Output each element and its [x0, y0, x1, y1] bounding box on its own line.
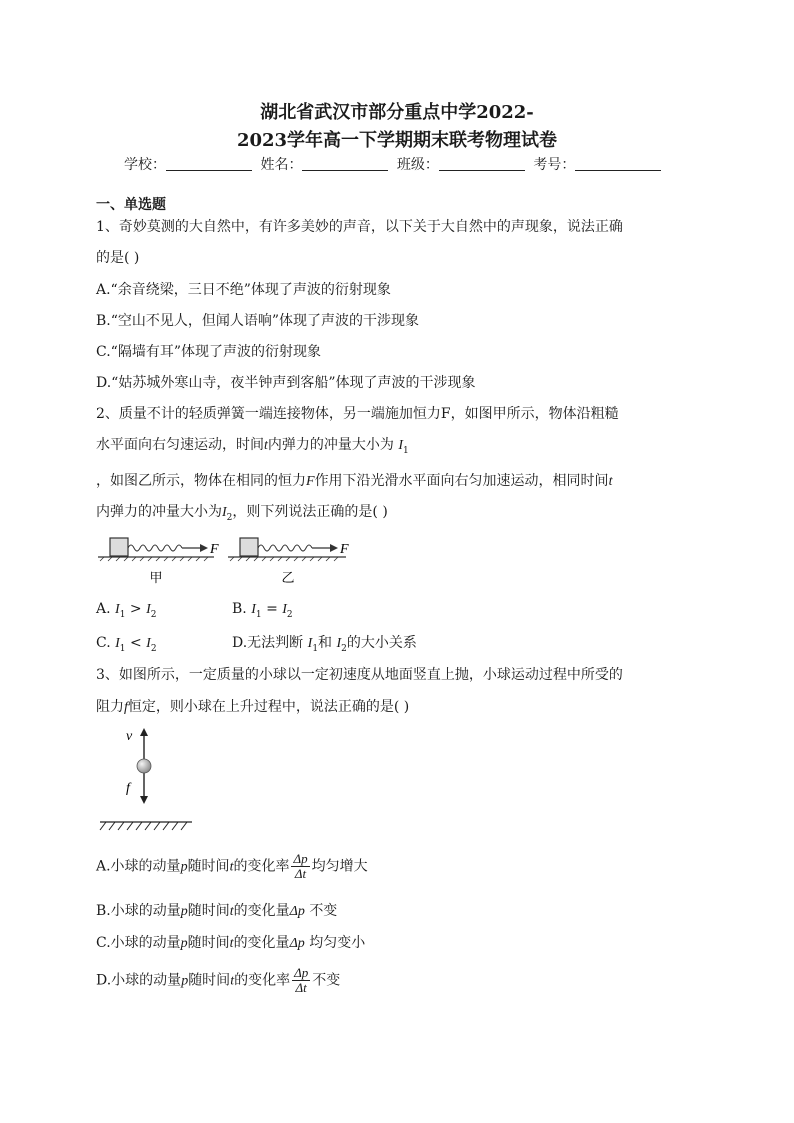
q3-option-d: D.小球的动量p随时间t的变化率 $\frac{\Delta p}{\Delta t}$ 不变 [96, 965, 341, 995]
dp-dt-fraction: $\frac{\Delta p}{\Delta t}$ [294, 965, 309, 995]
q1-option-b: B.“空山不见人，但闻人语响”体现了声波的干涉现象 [96, 313, 420, 329]
q1-option-c: C.“隔墙有耳”体现了声波的衍射现象 [96, 344, 321, 360]
class-label: 班级： [396, 157, 439, 173]
q2-stem-line2: 水平面向右匀速运动，时间t内弹力的冲量大小为 $I_1$ [96, 437, 409, 456]
page-title-line1: 湖北省武汉市部分重点中学2022- [260, 102, 534, 123]
q1-stem-line2: 的是( ) [96, 250, 140, 266]
q1-option-d: D.“姑苏城外寒山寺，夜半钟声到客船”体现了声波的干涉现象 [96, 375, 476, 391]
q2-stem-line3: ，如图乙所示，物体在相同的恒力F作用下沿光滑水平面向右匀加速运动，相同时间t [96, 473, 613, 489]
school-blank [166, 156, 252, 171]
q3-stem-line2: 阻力f恒定，则小球在上升过程中，说法正确的是( ) [96, 699, 410, 715]
force-label-yi: F [340, 542, 349, 557]
q2-option-d: D.无法判断 $I_1$和 $I_2$的大小关系 [232, 635, 417, 654]
q1-stem-line1: 1、奇妙莫测的大自然中，有许多美妙的声音，以下关于大自然中的声现象，说法正确 [96, 219, 623, 235]
figure-label-yi: 乙 [281, 571, 295, 586]
name-blank [302, 156, 388, 171]
q2-option-c: C. $I_1 < I_2$ [96, 635, 157, 654]
figure-yi [228, 538, 349, 586]
q2-stem-line4: 内弹力的冲量大小为$I_2$，则下列说法正确的是( ) [96, 504, 388, 523]
dp-dt-fraction: $\frac{\Delta p}{\Delta t}$ [293, 851, 308, 881]
school-label: 学校： [124, 157, 166, 173]
q2-option-b: B. $I_1 = I_2$ [232, 601, 293, 620]
velocity-label: v [126, 729, 133, 744]
figure-jia [98, 538, 219, 586]
q2-stem-line1: 2、质量不计的轻质弹簧一端连接物体，另一端施加恒力F，如图甲所示，物体沿粗糙 [96, 406, 619, 422]
q3-stem-line1: 3、如图所示，一定质量的小球以一定初速度从地面竖直上抛，小球运动过程中所受的 [96, 667, 623, 683]
q1-option-a: A.“余音绕梁，三日不绝”体现了声波的衍射现象 [96, 282, 391, 298]
q2-option-a: A. $I_1 > I_2$ [96, 601, 157, 620]
info-fields [124, 156, 665, 174]
figure-label-jia: 甲 [149, 571, 163, 586]
exam-number-label: 考号： [533, 157, 576, 173]
class-blank [439, 156, 525, 171]
name-label: 姓名： [260, 157, 303, 173]
q3-ball-figure [96, 726, 206, 834]
q2-spring-figure [96, 534, 356, 590]
q3-option-c: C.小球的动量p随时间t的变化量Δp 均匀变小 [96, 935, 366, 951]
drag-force-label: f [126, 781, 130, 796]
force-label-jia: F [210, 542, 219, 557]
q3-option-b: B.小球的动量p随时间t的变化量Δp 不变 [96, 903, 338, 919]
section-heading: 一、单选题 [96, 197, 166, 213]
exam-number-blank [575, 156, 661, 171]
page-title-line2: 2023学年高一下学期期末联考物理试卷 [236, 130, 558, 151]
ball-icon [137, 759, 151, 773]
q3-option-a: A.小球的动量p随时间t的变化率 $\frac{\Delta p}{\Delta t}$ 均匀增大 [96, 851, 368, 881]
